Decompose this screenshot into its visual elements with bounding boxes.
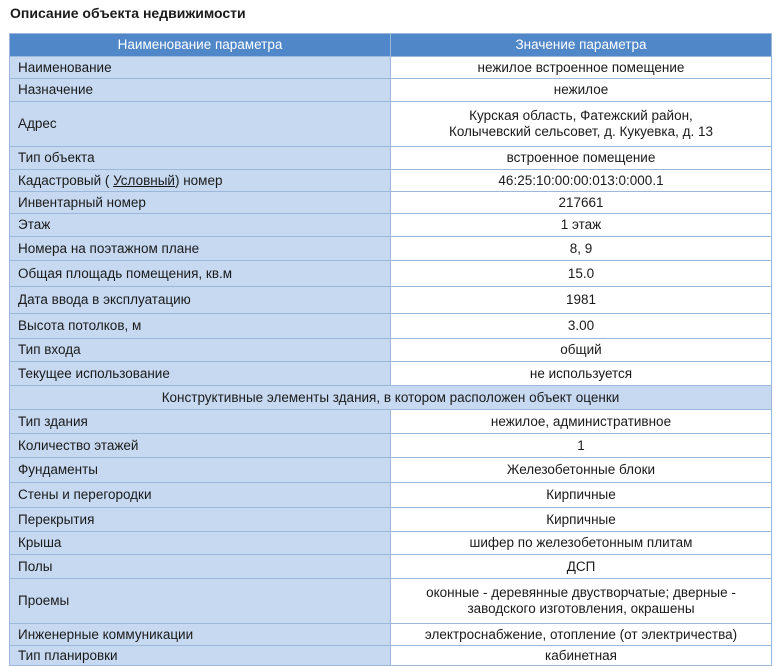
table-row <box>10 287 772 314</box>
param-value: общий <box>391 339 772 362</box>
param-value: 8, 9 <box>391 237 772 261</box>
param-value: 1 <box>391 434 772 458</box>
table-row <box>10 57 772 79</box>
section-title: Конструктивные элементы здания, в котором расположен объект оценки <box>10 386 772 410</box>
param-value: 46:25:10:00:00:013:0:000.1 <box>391 170 772 192</box>
table-row <box>10 362 772 386</box>
param-label: Общая площадь помещения, кв.м <box>10 261 391 287</box>
value-line: оконные - деревянные двустворчатые; дверные - <box>426 585 736 600</box>
table-row <box>10 192 772 214</box>
table-row <box>10 214 772 237</box>
table-row <box>10 314 772 339</box>
param-value: 1 этаж <box>391 214 772 237</box>
table-row <box>10 624 772 646</box>
param-label: Стены и перегородки <box>10 483 391 508</box>
param-value: нежилое, административное <box>391 410 772 434</box>
param-label: Крыша <box>10 532 391 555</box>
table-row <box>10 170 772 192</box>
table-row <box>10 508 772 532</box>
table-header <box>10 34 772 57</box>
param-label: Тип объекта <box>10 147 391 170</box>
param-value: Железобетонные блоки <box>391 458 772 483</box>
property-table <box>9 33 772 666</box>
table-row <box>10 261 772 287</box>
param-label: Дата ввода в эксплуатацию <box>10 287 391 314</box>
param-label: Количество этажей <box>10 434 391 458</box>
param-value: шифер по железобетонным плитам <box>391 532 772 555</box>
table-row <box>10 79 772 102</box>
table-row <box>10 339 772 362</box>
param-label: Полы <box>10 555 391 579</box>
param-value: 3.00 <box>391 314 772 339</box>
param-label: Тип планировки <box>10 646 391 666</box>
param-label: Высота потолков, м <box>10 314 391 339</box>
param-label: Тип здания <box>10 410 391 434</box>
header-value: Значение параметра <box>391 34 772 57</box>
table-row <box>10 579 772 624</box>
section-row <box>10 386 772 410</box>
param-value: ДСП <box>391 555 772 579</box>
param-label: Номера на поэтажном плане <box>10 237 391 261</box>
param-value: 1981 <box>391 287 772 314</box>
param-label <box>10 170 391 192</box>
value-line: заводского изготовления, окрашены <box>467 601 695 616</box>
param-label: Тип входа <box>10 339 391 362</box>
table-row <box>10 646 772 666</box>
param-value: встроенное помещение <box>391 147 772 170</box>
param-value: нежилое встроенное помещение <box>391 57 772 79</box>
table-row <box>10 483 772 508</box>
param-value: 217661 <box>391 192 772 214</box>
param-value: Кирпичные <box>391 508 772 532</box>
table-row <box>10 555 772 579</box>
label-part: Кадастровый ( <box>18 172 114 188</box>
param-label: Проемы <box>10 579 391 624</box>
param-value: кабинетная <box>391 646 772 666</box>
page-title: Описание объекта недвижимости <box>10 5 246 21</box>
value-line: Колычевский сельсовет, д. Кукуевка, д. 13 <box>448 124 714 139</box>
label-underlined: Условный <box>113 172 175 188</box>
param-label: Текущее использование <box>10 362 391 386</box>
param-value <box>391 579 772 624</box>
param-label: Адрес <box>10 102 391 147</box>
table-row <box>10 147 772 170</box>
param-label: Наименование <box>10 57 391 79</box>
header-param: Наименование параметра <box>10 34 391 57</box>
param-value: электроснабжение, отопление (от электричества) <box>391 624 772 646</box>
table-row <box>10 434 772 458</box>
value-line: Курская область, Фатежский район, <box>469 108 693 123</box>
param-value: не используется <box>391 362 772 386</box>
param-label: Этаж <box>10 214 391 237</box>
table-row <box>10 237 772 261</box>
param-value <box>391 102 772 147</box>
label-part: ) номер <box>174 172 223 188</box>
param-label: Перекрытия <box>10 508 391 532</box>
param-label: Инженерные коммуникации <box>10 624 391 646</box>
table-row <box>10 102 772 147</box>
table-row <box>10 410 772 434</box>
param-label: Фундаменты <box>10 458 391 483</box>
table-row <box>10 458 772 483</box>
param-value: Кирпичные <box>391 483 772 508</box>
param-label: Инвентарный номер <box>10 192 391 214</box>
table-row <box>10 532 772 555</box>
param-value: 15.0 <box>391 261 772 287</box>
param-label: Назначение <box>10 79 391 102</box>
param-value: нежилое <box>391 79 772 102</box>
